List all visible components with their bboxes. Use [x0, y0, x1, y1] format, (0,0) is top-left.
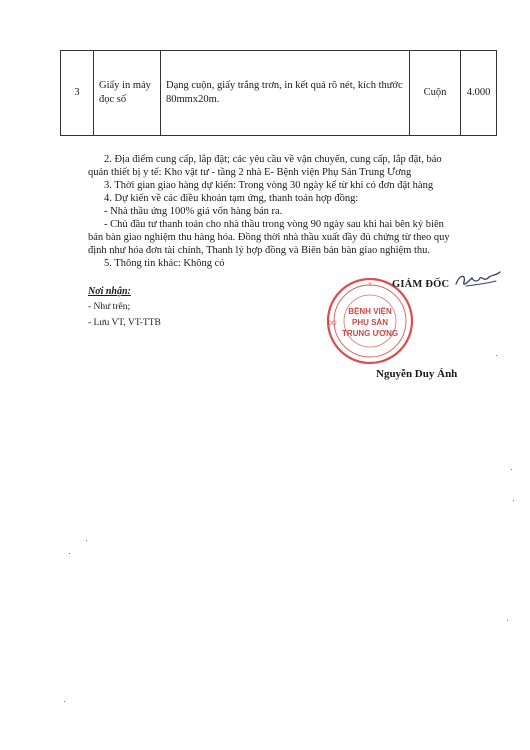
signer-name: Nguyễn Duy Ánh	[376, 368, 458, 380]
scan-speck	[86, 540, 87, 541]
svg-text:BỆNH VIỆN: BỆNH VIỆN	[348, 307, 392, 316]
handwritten-signature	[452, 266, 504, 294]
item-2-line-1: 2. Địa điểm cung cấp, lắp đặt; các yêu cầu về vận chuyển, cung cấp, lắp đặt, bảo	[104, 154, 442, 165]
scan-speck	[507, 620, 508, 621]
item-4-payment-line-2: bản bàn giao nghiệm thu hàng hóa. Đồng thời nhà thầu xuất đầy đủ chứng từ theo quy	[88, 232, 450, 243]
item-2-line-2: quản thiết bị y tế: Kho vật tư - tầng 2 nhà E- Bệnh viện Phụ Sản Trung Ương	[88, 167, 412, 178]
cell-item-name: Giấy in máy đọc số	[94, 51, 161, 136]
svg-text:PHỤ SẢN: PHỤ SẢN	[351, 318, 389, 327]
recipient-item: - Lưu VT, VT-TTB	[88, 318, 161, 328]
recipients-title: Nơi nhận:	[88, 286, 131, 297]
item-3: 3. Thời gian giao hàng dự kiến: Trong vòng 30 ngày kể từ khi có đơn đặt hàng	[104, 180, 434, 191]
items-table	[60, 50, 497, 136]
item-4: 4. Dự kiến về các điều khoản tạm ứng, thanh toán hợp đồng:	[104, 193, 359, 204]
item-4-payment-line-1: - Chủ đầu tư thanh toán cho nhà thầu trong vòng 90 ngày sau khi hai bên ký biên	[104, 219, 444, 230]
cell-stt: 3	[61, 51, 94, 136]
item-5: 5. Thông tin khác: Không có	[104, 258, 225, 269]
recipient-item: - Như trên;	[88, 302, 131, 312]
signature-title: GIÁM ĐỐC	[392, 279, 450, 290]
cell-quantity: 4.000	[461, 51, 497, 136]
item-4-payment-line-3: định như hóa đơn tài chính, Thanh lý hợp đồng và Biên bản bàn giao nghiệm thu.	[88, 245, 431, 256]
svg-text:ĐỘ: ĐỘ	[327, 321, 337, 327]
svg-text:Y: Y	[367, 282, 373, 288]
cell-unit: Cuộn	[410, 51, 461, 136]
scan-speck	[513, 500, 514, 501]
scan-speck	[511, 469, 512, 470]
table-row	[61, 51, 497, 136]
item-4-advance: - Nhà thầu ứng 100% giá vốn hàng bán ra.	[104, 206, 283, 217]
svg-text:TRUNG ƯƠNG: TRUNG ƯƠNG	[341, 329, 399, 338]
cell-description: Dạng cuộn, giấy trắng trơn, in kết quả rõ nét, kích thước 80mmx20m.	[161, 51, 410, 136]
scan-speck	[64, 701, 65, 702]
scan-speck	[496, 355, 497, 356]
scan-speck	[69, 553, 70, 554]
